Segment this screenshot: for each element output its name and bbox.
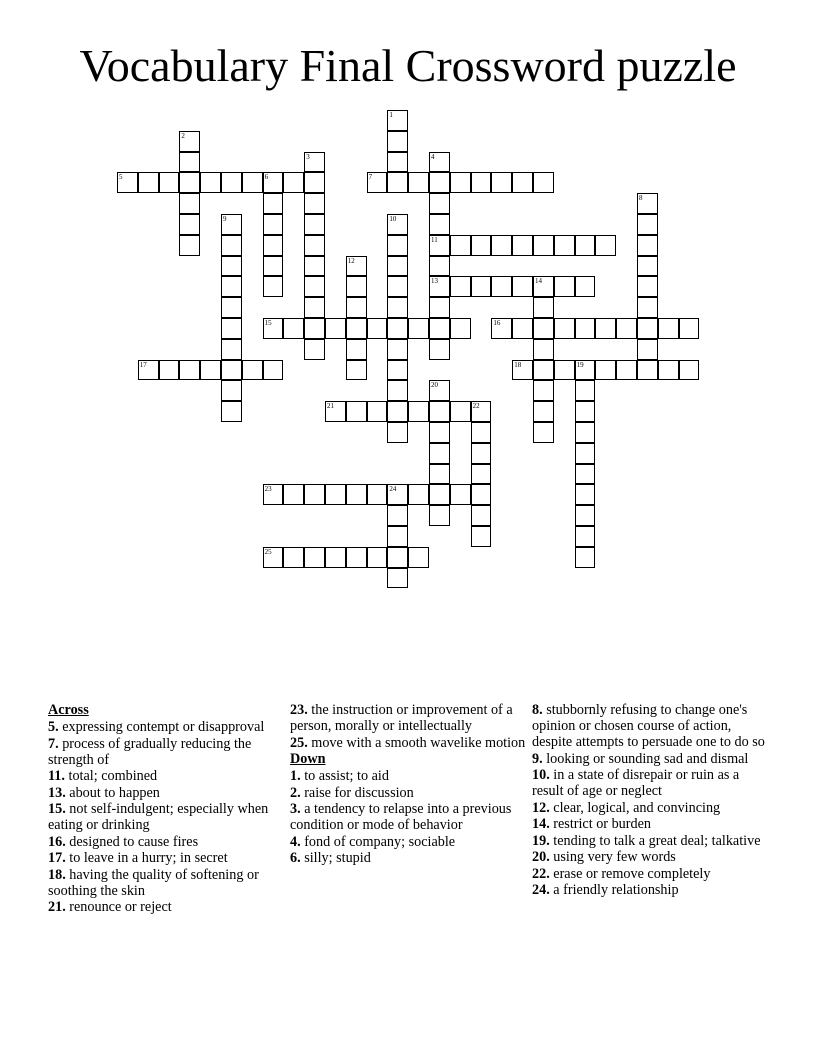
grid-cell[interactable] <box>346 360 367 381</box>
clue-item-text: expressing contempt or disapproval <box>58 719 265 735</box>
clue-item-number: 5. <box>48 719 59 735</box>
grid-cell[interactable] <box>637 214 658 235</box>
grid-cell[interactable] <box>263 214 284 235</box>
clue-item-number: 12. <box>532 799 550 816</box>
grid-cell[interactable] <box>263 547 284 568</box>
grid-cell[interactable] <box>304 152 325 173</box>
grid-cell[interactable] <box>429 401 450 422</box>
grid-cell[interactable] <box>512 276 533 297</box>
clue-number: 11 <box>431 235 438 244</box>
grid-cell[interactable] <box>283 484 304 505</box>
grid-cell[interactable] <box>263 172 284 193</box>
grid-cell[interactable] <box>159 360 180 381</box>
clue-item-number: 9. <box>532 750 543 767</box>
clue-item-number: 10. <box>532 767 550 783</box>
grid-cell[interactable] <box>263 360 284 381</box>
grid-cell[interactable] <box>387 422 408 443</box>
grid-cell[interactable] <box>346 339 367 360</box>
grid-cell[interactable] <box>242 172 263 193</box>
grid-cell[interactable] <box>346 401 367 422</box>
grid-cell[interactable] <box>325 401 346 422</box>
clue-item <box>290 834 526 850</box>
grid-cell[interactable] <box>387 318 408 339</box>
clue-item-text: renounce or reject <box>65 899 172 915</box>
clue-item-number: 7. <box>48 735 59 752</box>
grid-cell[interactable] <box>429 235 450 256</box>
clue-item <box>48 867 273 899</box>
clue-item-number: 17. <box>48 850 66 866</box>
grid-cell[interactable] <box>263 318 284 339</box>
grid-cell[interactable] <box>283 318 304 339</box>
grid-cell[interactable] <box>346 547 367 568</box>
grid-cell[interactable] <box>575 318 596 339</box>
grid-cell[interactable] <box>304 235 325 256</box>
grid-cell[interactable] <box>387 401 408 422</box>
clue-item <box>532 833 768 849</box>
grid-cell[interactable] <box>304 193 325 214</box>
clue-item-number: 14. <box>532 816 550 832</box>
clue-item <box>48 801 273 833</box>
clue-item-text: clear, logical, and convincing <box>549 799 721 816</box>
grid-cell[interactable] <box>575 526 596 547</box>
grid-cell[interactable] <box>471 464 492 485</box>
clue-number: 18 <box>514 360 522 369</box>
grid-cell[interactable] <box>471 422 492 443</box>
clue-item-text: move with a smooth wavelike motion <box>307 734 526 751</box>
grid-cell[interactable] <box>637 256 658 277</box>
clue-item-text: raise for discussion <box>300 784 414 801</box>
clue-item-text: not self-indulgent; especially when eating or drinking <box>48 801 269 833</box>
grid-cell[interactable] <box>387 172 408 193</box>
clue-number: 19 <box>576 360 584 369</box>
grid-cell[interactable] <box>429 256 450 277</box>
clue-number: 13 <box>431 277 438 286</box>
grid-cell[interactable] <box>533 360 554 381</box>
grid-cell[interactable] <box>367 401 388 422</box>
grid-cell[interactable] <box>533 235 554 256</box>
clue-number: 23 <box>264 485 272 494</box>
grid-cell[interactable] <box>512 318 533 339</box>
grid-cell[interactable] <box>387 152 408 173</box>
grid-cell[interactable] <box>533 297 554 318</box>
clue-item-text: about to happen <box>65 784 160 801</box>
grid-cell[interactable] <box>429 152 450 173</box>
clue-item <box>532 816 768 832</box>
grid-cell[interactable] <box>221 339 242 360</box>
grid-cell[interactable] <box>221 235 242 256</box>
clue-item-number: 13. <box>48 784 66 801</box>
clues-column-3 <box>532 702 768 899</box>
clue-item-number: 1. <box>290 768 301 784</box>
clue-number: 14 <box>535 277 542 286</box>
clue-number: 12 <box>347 256 355 265</box>
grid-cell[interactable] <box>637 276 658 297</box>
grid-cell[interactable] <box>471 505 492 526</box>
grid-cell[interactable] <box>346 256 367 277</box>
clue-item-text: process of gradually reducing the strength of <box>48 735 252 768</box>
clue-number: 24 <box>389 485 397 494</box>
clue-section-heading: Across <box>48 702 89 718</box>
clue-item-number: 2. <box>290 784 301 801</box>
grid-cell[interactable] <box>575 401 596 422</box>
grid-cell[interactable] <box>242 360 263 381</box>
grid-cell[interactable] <box>408 172 429 193</box>
clue-item-text: using very few words <box>549 849 676 865</box>
clue-item <box>48 785 273 801</box>
clue-section-heading: Down <box>290 751 326 767</box>
grid-cell[interactable] <box>575 422 596 443</box>
grid-cell[interactable] <box>179 193 200 214</box>
grid-cell[interactable] <box>117 172 138 193</box>
clue-item <box>532 702 768 750</box>
grid-cell[interactable] <box>367 318 388 339</box>
clue-item-number: 25. <box>290 734 308 751</box>
clue-item-number: 4. <box>290 833 301 850</box>
grid-cell[interactable] <box>595 318 616 339</box>
grid-cell[interactable] <box>471 235 492 256</box>
grid-cell[interactable] <box>575 547 596 568</box>
grid-cell[interactable] <box>367 547 388 568</box>
grid-cell[interactable] <box>616 360 637 381</box>
grid-cell[interactable] <box>179 172 200 193</box>
clue-item-number: 19. <box>532 832 550 849</box>
clue-number: 5 <box>119 173 123 182</box>
grid-cell[interactable] <box>263 276 284 297</box>
clue-item-number: 22. <box>532 865 550 882</box>
grid-cell[interactable] <box>575 484 596 505</box>
clue-item-number: 21. <box>48 899 66 915</box>
grid-cell[interactable] <box>575 464 596 485</box>
grid-cell[interactable] <box>408 401 429 422</box>
clue-item-number: 18. <box>48 866 66 883</box>
grid-cell[interactable] <box>200 360 221 381</box>
clue-number: 3 <box>306 152 310 161</box>
clue-item-text: tending to talk a great deal; talkative <box>549 832 761 849</box>
clues-column-2 <box>290 702 526 867</box>
clue-item <box>48 899 273 915</box>
grid-cell[interactable] <box>471 443 492 464</box>
clue-item <box>290 768 526 784</box>
grid-cell[interactable] <box>346 318 367 339</box>
grid-cell[interactable] <box>367 172 388 193</box>
grid-cell[interactable] <box>637 318 658 339</box>
grid-cell[interactable] <box>367 484 388 505</box>
grid-cell[interactable] <box>554 318 575 339</box>
grid-cell[interactable] <box>325 484 346 505</box>
grid-cell[interactable] <box>304 339 325 360</box>
grid-cell[interactable] <box>221 214 242 235</box>
clue-number: 22 <box>472 402 480 411</box>
clue-number: 15 <box>264 319 272 327</box>
clue-item <box>532 849 768 865</box>
grid-cell[interactable] <box>304 318 325 339</box>
clue-number: 16 <box>493 319 501 327</box>
grid-cell[interactable] <box>263 235 284 256</box>
clue-item <box>290 801 526 833</box>
grid-cell[interactable] <box>387 484 408 505</box>
clue-item-number: 20. <box>532 849 550 865</box>
grid-cell[interactable] <box>471 484 492 505</box>
grid-cell[interactable] <box>575 360 596 381</box>
grid-cell[interactable] <box>304 256 325 277</box>
clue-item <box>532 800 768 816</box>
clue-item <box>532 866 768 882</box>
grid-cell[interactable] <box>679 318 700 339</box>
grid-cell[interactable] <box>429 464 450 485</box>
grid-cell[interactable] <box>429 380 450 401</box>
grid-cell[interactable] <box>387 505 408 526</box>
grid-cell[interactable] <box>221 172 242 193</box>
grid-cell[interactable] <box>533 339 554 360</box>
grid-cell[interactable] <box>429 505 450 526</box>
grid-cell[interactable] <box>387 297 408 318</box>
clue-item <box>532 767 768 799</box>
clue-number: 7 <box>368 173 373 182</box>
grid-cell[interactable] <box>263 256 284 277</box>
clue-item-text: the instruction or improvement of a person, morally or intellectually <box>290 702 513 734</box>
grid-cell[interactable] <box>304 484 325 505</box>
clue-number: 9 <box>223 215 227 223</box>
clue-item-text: a friendly relationship <box>549 882 679 898</box>
grid-cell[interactable] <box>575 235 596 256</box>
grid-cell[interactable] <box>221 401 242 422</box>
grid-cell[interactable] <box>429 339 450 360</box>
clue-item-number: 15. <box>48 801 66 817</box>
clue-number: 1 <box>389 111 393 119</box>
grid-cell[interactable] <box>429 443 450 464</box>
grid-cell[interactable] <box>533 422 554 443</box>
clue-item-number: 11. <box>48 768 65 784</box>
grid-cell[interactable] <box>387 131 408 152</box>
grid-cell[interactable] <box>471 172 492 193</box>
grid-cell[interactable] <box>450 318 471 339</box>
grid-cell[interactable] <box>179 360 200 381</box>
clue-item <box>290 735 526 751</box>
clue-item <box>532 882 768 898</box>
grid-cell[interactable] <box>450 172 471 193</box>
grid-cell[interactable] <box>679 360 700 381</box>
grid-cell[interactable] <box>533 380 554 401</box>
clue-item-text: in a state of disrepair or ruin as a result of age or neglect <box>532 767 740 799</box>
clue-item-number: 3. <box>290 801 301 817</box>
grid-cell[interactable] <box>221 380 242 401</box>
grid-cell[interactable] <box>471 276 492 297</box>
grid-cell[interactable] <box>533 318 554 339</box>
clue-item-text: restrict or burden <box>549 816 651 832</box>
clue-item <box>532 751 768 767</box>
grid-cell[interactable] <box>450 235 471 256</box>
grid-cell[interactable] <box>304 172 325 193</box>
grid-cell[interactable] <box>554 235 575 256</box>
grid-cell[interactable] <box>221 360 242 381</box>
grid-cell[interactable] <box>575 443 596 464</box>
grid-cell[interactable] <box>221 318 242 339</box>
grid-cell[interactable] <box>179 131 200 152</box>
grid-cell[interactable] <box>387 526 408 547</box>
clue-item-number: 6. <box>290 850 301 866</box>
grid-cell[interactable] <box>533 172 554 193</box>
grid-cell[interactable] <box>283 547 304 568</box>
grid-cell[interactable] <box>512 360 533 381</box>
grid-cell[interactable] <box>346 484 367 505</box>
grid-cell[interactable] <box>221 276 242 297</box>
grid-cell[interactable] <box>346 297 367 318</box>
clues-column-1 <box>48 702 273 916</box>
grid-cell[interactable] <box>450 484 471 505</box>
grid-cell[interactable] <box>595 360 616 381</box>
grid-cell[interactable] <box>429 214 450 235</box>
grid-cell[interactable] <box>491 235 512 256</box>
grid-cell[interactable] <box>429 422 450 443</box>
grid-cell[interactable] <box>200 172 221 193</box>
grid-cell[interactable] <box>554 360 575 381</box>
grid-cell[interactable] <box>283 172 304 193</box>
grid-cell[interactable] <box>595 235 616 256</box>
grid-cell[interactable] <box>325 318 346 339</box>
grid-cell[interactable] <box>658 318 679 339</box>
grid-cell[interactable] <box>179 235 200 256</box>
grid-cell[interactable] <box>471 401 492 422</box>
grid-cell[interactable] <box>471 526 492 547</box>
grid-cell[interactable] <box>491 172 512 193</box>
grid-cell[interactable] <box>658 360 679 381</box>
clue-item-number: 24. <box>532 882 550 898</box>
grid-cell[interactable] <box>637 297 658 318</box>
grid-cell[interactable] <box>637 360 658 381</box>
grid-cell[interactable] <box>637 235 658 256</box>
grid-cell[interactable] <box>387 256 408 277</box>
grid-cell[interactable] <box>387 110 408 131</box>
grid-cell[interactable] <box>387 547 408 568</box>
grid-cell[interactable] <box>554 276 575 297</box>
grid-cell[interactable] <box>429 297 450 318</box>
grid-cell[interactable] <box>533 401 554 422</box>
clue-item-number: 8. <box>532 702 543 718</box>
grid-cell[interactable] <box>263 484 284 505</box>
grid-cell[interactable] <box>387 380 408 401</box>
grid-cell[interactable] <box>304 297 325 318</box>
grid-cell[interactable] <box>575 380 596 401</box>
clue-item-text: silly; stupid <box>300 850 371 866</box>
clue-item-text: erase or remove completely <box>549 865 711 882</box>
clue-item <box>290 702 526 734</box>
grid-cell[interactable] <box>637 339 658 360</box>
grid-cell[interactable] <box>138 172 159 193</box>
grid-cell[interactable] <box>387 214 408 235</box>
clue-number: 21 <box>327 402 334 411</box>
grid-cell[interactable] <box>221 297 242 318</box>
grid-cell[interactable] <box>387 276 408 297</box>
clue-item-number: 16. <box>48 833 66 850</box>
clue-item-text: to leave in a hurry; in secret <box>65 850 228 866</box>
grid-cell[interactable] <box>387 339 408 360</box>
grid-cell[interactable] <box>387 235 408 256</box>
grid-cell[interactable] <box>450 276 471 297</box>
clue-number: 2 <box>181 131 185 140</box>
clue-number: 20 <box>431 381 438 390</box>
clue-number: 10 <box>389 215 397 223</box>
grid-cell[interactable] <box>387 360 408 381</box>
clue-item-text: designed to cause fires <box>65 833 199 850</box>
grid-cell[interactable] <box>512 172 533 193</box>
grid-cell[interactable] <box>533 276 554 297</box>
clue-item <box>48 834 273 850</box>
clue-item-text: having the quality of softening or soothing the skin <box>48 866 259 899</box>
clue-item <box>48 736 273 768</box>
grid-cell[interactable] <box>221 256 242 277</box>
grid-cell[interactable] <box>304 276 325 297</box>
grid-cell[interactable] <box>616 318 637 339</box>
grid-cell[interactable] <box>429 172 450 193</box>
clue-item <box>290 785 526 801</box>
grid-cell[interactable] <box>491 276 512 297</box>
grid-cell[interactable] <box>179 152 200 173</box>
grid-cell[interactable] <box>575 505 596 526</box>
grid-cell[interactable] <box>325 547 346 568</box>
grid-cell[interactable] <box>304 547 325 568</box>
grid-cell[interactable] <box>512 235 533 256</box>
grid-cell[interactable] <box>429 276 450 297</box>
clue-item-text: total; combined <box>64 768 158 784</box>
grid-cell[interactable] <box>408 484 429 505</box>
grid-cell[interactable] <box>450 401 471 422</box>
clue-item-text: to assist; to aid <box>300 768 389 784</box>
clue-number: 4 <box>431 152 435 161</box>
clue-item <box>48 850 273 866</box>
grid-cell[interactable] <box>408 318 429 339</box>
grid-cell[interactable] <box>263 193 284 214</box>
clue-item-text: stubbornly refusing to change one's opinion or chosen course of action, despite attempts to persuade one to do so <box>532 702 765 750</box>
clue-item-number: 23. <box>290 702 308 718</box>
grid-cell[interactable] <box>138 360 159 381</box>
grid-cell[interactable] <box>491 318 512 339</box>
clue-item-text: a tendency to relapse into a previous condition or mode of behavior <box>290 801 512 833</box>
grid-cell[interactable] <box>387 568 408 589</box>
clue-item-text: looking or sounding sad and dismal <box>542 750 749 767</box>
clue-item <box>48 768 273 784</box>
grid-cell[interactable] <box>575 276 596 297</box>
grid-cell[interactable] <box>159 172 180 193</box>
puzzle-title: Vocabulary Final Crossword puzzle <box>79 40 737 91</box>
grid-cell[interactable] <box>346 276 367 297</box>
grid-cell[interactable] <box>304 214 325 235</box>
clue-number: 6 <box>264 173 269 182</box>
grid-cell[interactable] <box>179 214 200 235</box>
grid-cell[interactable] <box>429 484 450 505</box>
clue-item-text: fond of company; sociable <box>300 833 456 850</box>
grid-cell[interactable] <box>429 318 450 339</box>
clue-item <box>48 719 273 735</box>
grid-cell[interactable] <box>408 547 429 568</box>
clue-number: 25 <box>264 547 272 556</box>
clue-number: 8 <box>639 194 643 203</box>
clue-number: 17 <box>139 360 147 369</box>
grid-cell[interactable] <box>637 193 658 214</box>
grid-cell[interactable] <box>429 193 450 214</box>
clue-item <box>290 850 526 866</box>
